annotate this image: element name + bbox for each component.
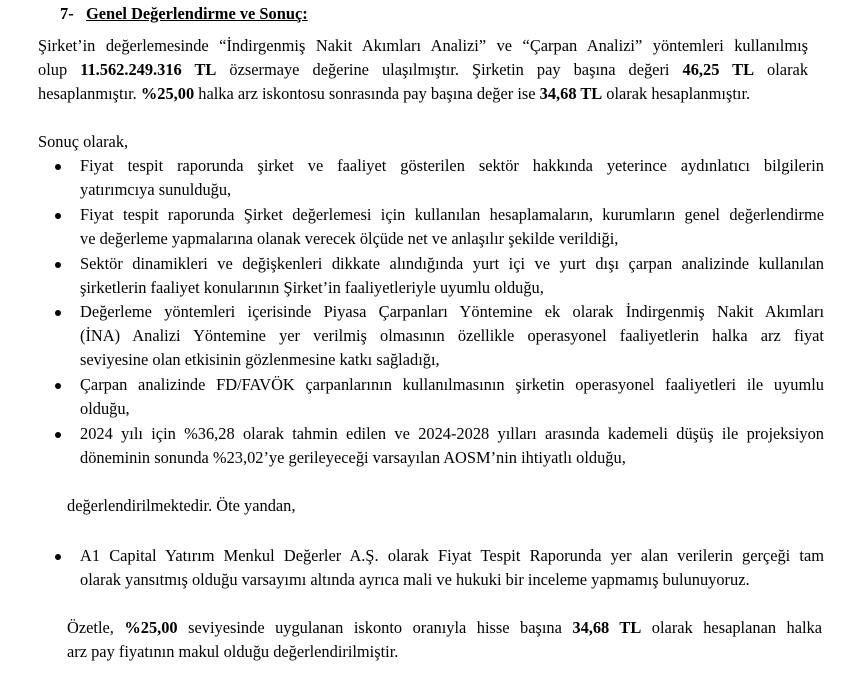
bullet-icon: [55, 310, 61, 316]
equity-value: 11.562.249.316 TL: [80, 60, 217, 79]
summary-discount-rate: %25,00: [124, 618, 178, 637]
bullet-icon: [55, 383, 61, 389]
evaluated-text: değerlendirilmektedir. Öte yandan,: [67, 496, 296, 515]
bullet-icon: [55, 554, 61, 560]
bullet-icon: [55, 262, 61, 268]
summary-line-1: Özetle, %25,00 seviyesinde uygulanan iskonto oranıyla hisse başına 34,68 TL olarak hesaplanan halka: [67, 618, 823, 637]
per-share-value: 46,25 TL: [682, 60, 755, 79]
intro-line-1: Şirket’in değerlemesinde “İndirgenmiş Nakit Akımları Analizi” ve “Çarpan Analizi” yöntemleri kullanılmış: [38, 36, 808, 55]
bullet-icon: [55, 164, 61, 170]
intro-line-3: hesaplanmıştır. %25,00 halka arz iskontosu sonrasında pay başına değer ise 34,68 TL olarak hesaplanmıştır.: [38, 84, 751, 103]
conclusion-lead: Sonuç olarak,: [38, 132, 129, 151]
summary-paragraph: [67, 616, 822, 664]
section-title: Genel Değerlendirme ve Sonuç:: [86, 4, 308, 23]
summary-line-2: arz pay fiyatının makul olduğu değerlendirilmiştir.: [67, 642, 399, 661]
intro-paragraph: [38, 34, 808, 106]
summary-share-price: 34,68 TL: [572, 618, 642, 637]
bullet-icon: [55, 432, 61, 438]
intro-line-2: olup 11.562.249.316 TL özsermaye değerine ulaşılmıştır. Şirketin pay başına değeri 46,25 TL olarak: [38, 60, 809, 79]
document-page: 7- Genel Değerlendirme ve Sonuç: Şirket’in değerlemesinde “İndirgenmiş Nakit Akımları Analizi” ve “Çarpan Analizi” yöntemleri kullanılmış olup 11.562.249.316 TL özsermaye değerine ulaşılmıştır. Şirketin pay başına değeri 46,25 TL olarak hesaplanmıştır. %25,00 halka arz iskontosu sonrasında pay başına değer ise 34,68 TL olarak hesaplanmıştır. Sonuç olarak, Fiyat tespit raporunda şirket ve faaliyet gösterilen sektör hakkında yeterince aydınlatıcı bilgilerin yatırımcıya sunulduğu, Fiyat tespit raporunda Şirket değerlemesi için kullanılan hesaplamaların, kurumların genel değerlendirme ve değerleme yapmalarına olanak verecek ölçüde net ve anlaşılır şekilde verildiği, Sektör dinamikleri ve değişkenleri dikkate alındığında yurt içi ve yurt dışı çarpan analizinde kullanılan şirketlerin faaliyet konularının Şirket’in faaliyetleriyle uyumlu olduğu, Değerleme yöntemleri içerisinde Piyasa Çarpanları Yöntemine ek olarak İndirgenmiş Nakit Akımları (İNA) Analizi Yöntemine yer verilmiş olmasının özellikle operasyonel faaliyetlerin halka arz fiyat seviyesine olan etkisinin gözlenmesine katkı sağladığı, Çarpan analizinde FD/FAVÖK çarpanlarının kullanılmasının şirketin operasyonel faaliyetleri ile uyumlu olduğu, 2024 yılı için %36,28 olarak tahmin edilen ve 2024-2028 yılları arasında kademeli düşüş ile projeksiyon döneminin sonunda %23,02’ye gerileyeceği varsayılan AOSM’nin ihtiyatlı olduğu, değerlendirilmektedir. Öte yandan, A1 Capital Yatırım Menkul Değerler A.Ş. olarak Fiyat Tespit Raporunda yer alan verilerin gerçeği tam olarak yansıtmış olduğu varsayımı altında ayrıca mali ve hukuki bir inceleme yapmamış bulunuyoruz. Özetle, %25,00 seviyesinde uygulanan iskonto oranıyla hisse başına 34,68 TL olarak hesaplanan halka arz pay fiyatının makul olduğu değerlendirilmiştir.: [0, 0, 846, 685]
bullet-icon: [55, 213, 61, 219]
section-heading: [60, 2, 308, 26]
section-number: 7-: [60, 4, 74, 23]
discount-rate: %25,00: [140, 84, 195, 103]
discounted-value: 34,68 TL: [539, 84, 603, 103]
